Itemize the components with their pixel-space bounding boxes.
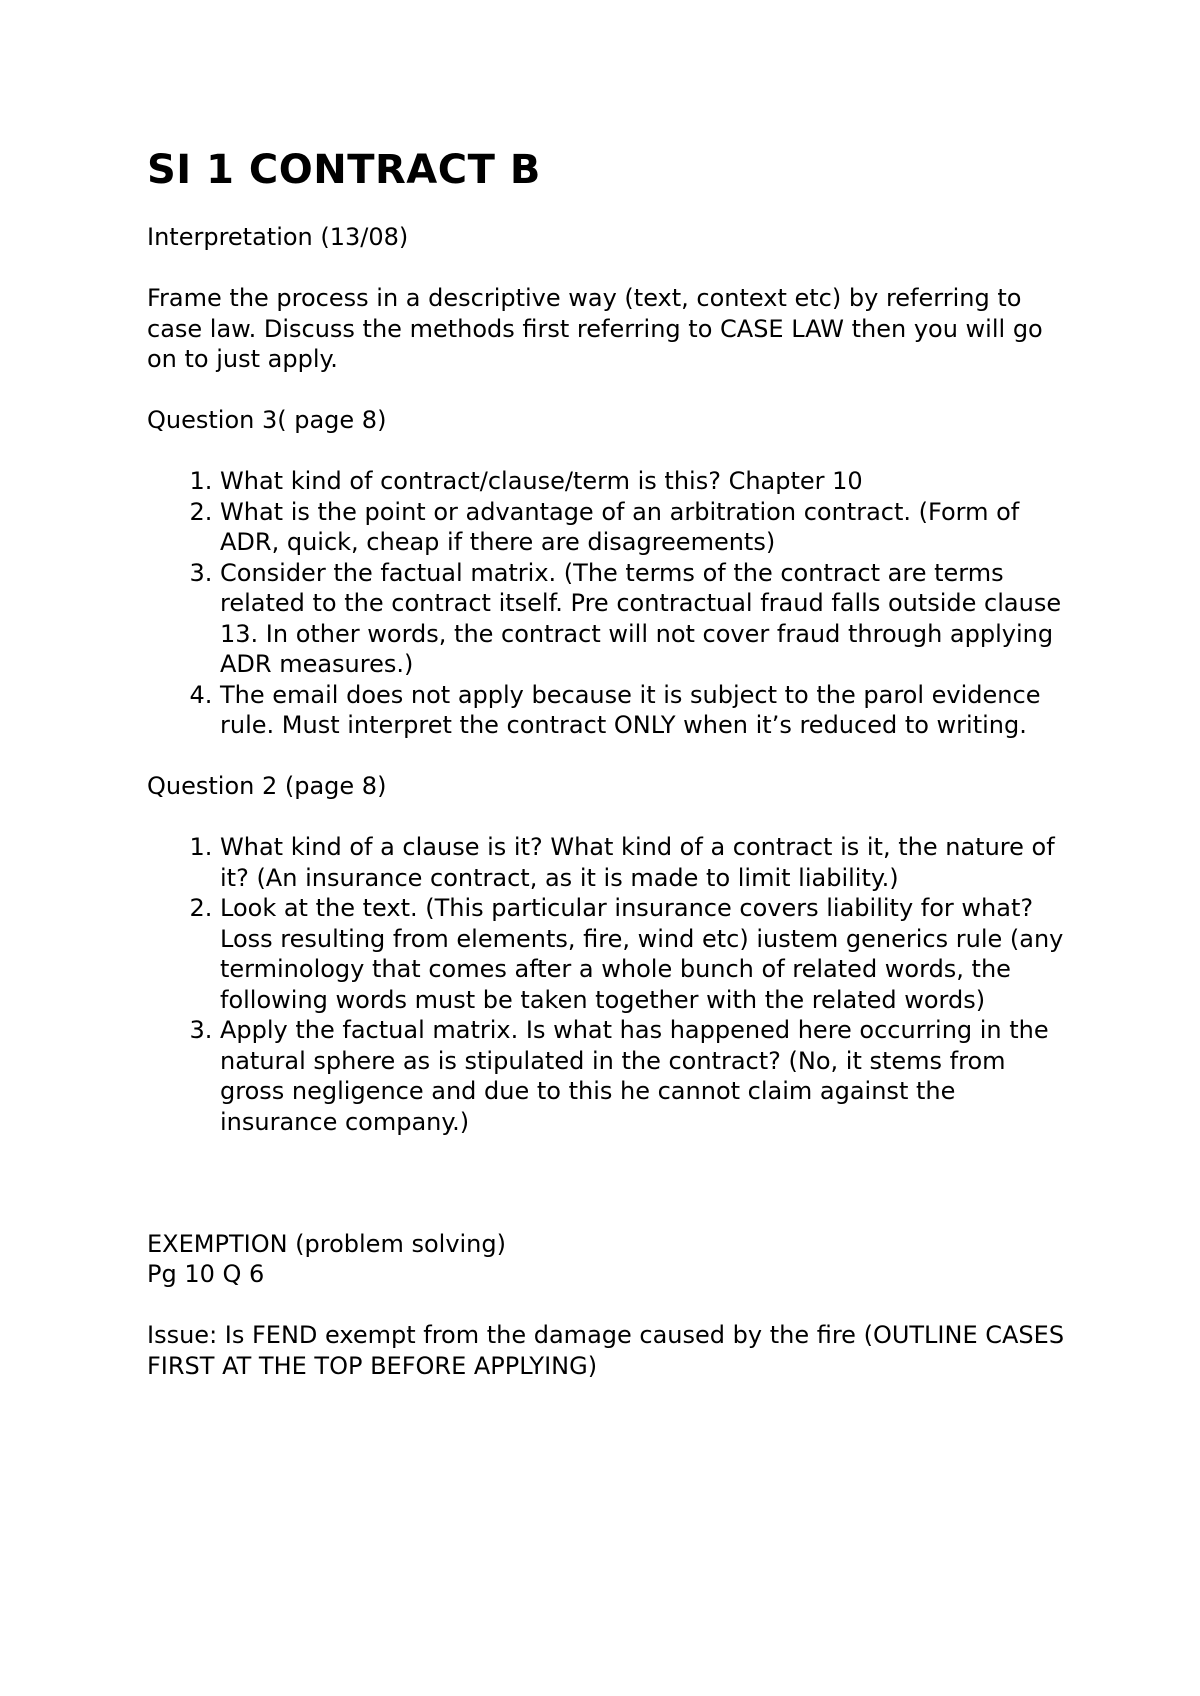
- question-3-list: [147, 466, 1077, 741]
- question-3-heading: Question 3( page 8): [147, 406, 387, 434]
- intro-paragraph: Frame the process in a descriptive way (text, context etc) by referring to case law. Discuss the methods first referring to CASE LAW then you will go on to just apply.: [147, 284, 1043, 373]
- blank-space: [147, 1168, 1077, 1229]
- list-item: 2. What is the point or advantage of an arbitration contract. (Form of ADR, quick, cheap if there are disagreements): [220, 497, 1077, 558]
- list-item: 1. What kind of contract/clause/term is this? Chapter 10: [220, 466, 1077, 497]
- exemption-heading: EXEMPTION (problem solving): [147, 1229, 506, 1258]
- list-item: 4. The email does not apply because it is subject to the parol evidence rule. Must interpret the contract ONLY when it’s reduced to writing.: [220, 680, 1077, 741]
- exemption-issue: Issue: Is FEND exempt from the damage caused by the fire (OUTLINE CASES FIRST AT THE TOP BEFORE APPLYING): [147, 1321, 1065, 1380]
- question-2-list: [147, 832, 1077, 1137]
- question-2-heading: Question 2 (page 8): [147, 772, 387, 800]
- list-item: 3. Apply the factual matrix. Is what has happened here occurring in the natural sphere as is stipulated in the contract? (No, it stems from gross negligence and due to this he cannot claim against the insurance company.): [220, 1015, 1077, 1137]
- interpretation-heading: Interpretation (13/08): [147, 223, 409, 251]
- exemption-reference: Pg 10 Q 6: [147, 1260, 265, 1288]
- document-title: SI 1 CONTRACT B: [147, 147, 541, 193]
- document-page: [147, 140, 1077, 1412]
- list-item: 2. Look at the text. (This particular insurance covers liability for what? Loss resulting from elements, fire, wind etc) iustem generics rule (any terminology that comes after a whole bunch of related words, the following words must be taken together with the related words): [220, 893, 1077, 1015]
- list-item: 3. Consider the factual matrix. (The terms of the contract are terms related to the contract itself. Pre contractual fraud falls outside clause 13. In other words, the contract will not cover fraud through applying ADR measures.): [220, 558, 1077, 680]
- list-item: 1. What kind of a clause is it? What kind of a contract is it, the nature of it? (An insurance contract, as it is made to limit liability.): [220, 832, 1077, 893]
